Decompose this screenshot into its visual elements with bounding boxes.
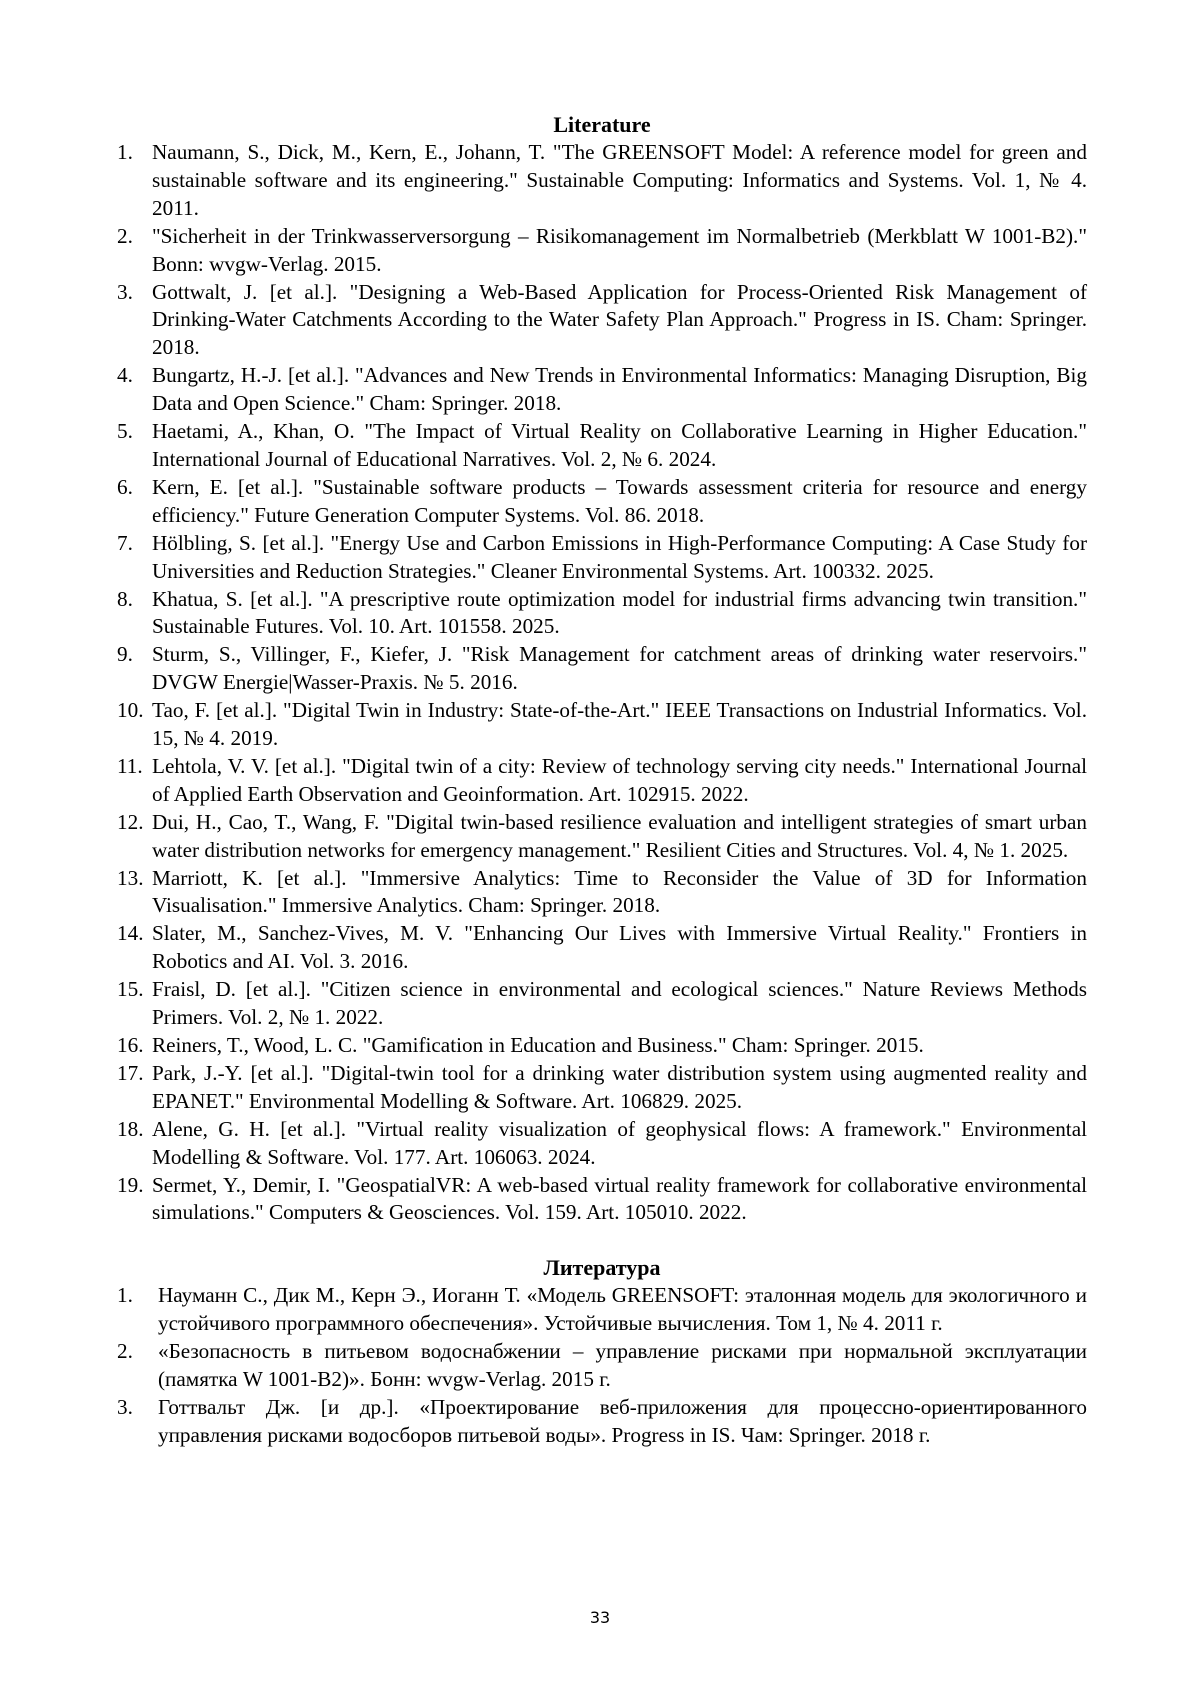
- section-title-literatura: Литература: [543, 1255, 661, 1281]
- reference-text: Kern, E. [et al.]. "Sustainable software products – Towards assessment criteria for resource and energy efficiency." Future Generation Computer Systems. Vol. 86. 2018.: [152, 474, 1087, 527]
- reference-item: [117, 1172, 1087, 1228]
- reference-number: 3.: [117, 1394, 133, 1419]
- reference-text: Park, J.-Y. [et al.]. "Digital-twin tool for a drinking water distribution system using augmented reality and EPANET." Environmental Modelling & Software. Art. 106829. 2025.: [152, 1060, 1087, 1113]
- reference-item: [117, 1032, 1087, 1060]
- reference-item: [117, 976, 1087, 1032]
- reference-number: 1.: [117, 140, 133, 164]
- reference-number: 8.: [117, 586, 133, 611]
- reference-number: 18.: [117, 1116, 144, 1141]
- reference-number: 7.: [117, 530, 133, 555]
- reference-number: 10.: [117, 698, 144, 723]
- reference-text: Науманн С., Дик М., Керн Э., Иоганн Т. «Модель GREENSOFT: эталонная модель для экологичного и устойчивого программного обеспечения». Устойчивые вычисления. Том 1, № 4. 2011 г.: [158, 1283, 1087, 1336]
- reference-number: 2.: [117, 223, 133, 248]
- reference-item: [117, 223, 1087, 279]
- reference-item: [117, 1394, 1087, 1450]
- section-spacer: [117, 1227, 1087, 1254]
- reference-text: Готтвальт Дж. [и др.]. «Проектирование веб-приложения для процессно-ориентированного управления рисками водосборов питьевой воды». Progress in IS. Чам: Springer. 2018 г.: [158, 1394, 1087, 1447]
- reference-number: 3.: [117, 279, 133, 304]
- page-content: [117, 111, 1087, 1450]
- reference-number: 5.: [117, 419, 133, 444]
- reference-number: 15.: [117, 977, 144, 1002]
- reference-number: 14.: [117, 921, 144, 946]
- reference-text: Dui, H., Cao, T., Wang, F. "Digital twin-based resilience evaluation and intelligent strategies of smart urban water distribution networks for emergency management." Resilient Cities and Structures. Vol. 4, № 1. 2025.: [152, 809, 1087, 862]
- reference-item: [117, 1338, 1087, 1394]
- reference-text: Alene, G. H. [et al.]. "Virtual reality visualization of geophysical flows: A framework." Environmental Modelling & Software. Vol. 177. Art. 106063. 2024.: [152, 1116, 1087, 1169]
- reference-item: [117, 418, 1087, 474]
- reference-item: [117, 362, 1087, 418]
- reference-text: Naumann, S., Dick, M., Kern, E., Johann, T. "The GREENSOFT Model: A reference model for green and sustainable software and its engineering." Sustainable Computing: Informatics and Systems. Vol. 1, № 4. 2011.: [152, 140, 1087, 220]
- reference-item: [117, 474, 1087, 530]
- reference-text: Fraisl, D. [et al.]. "Citizen science in environmental and ecological sciences." Nature Reviews Methods Primers. Vol. 2, № 1. 2022.: [152, 977, 1087, 1030]
- reference-item: [117, 530, 1087, 586]
- reference-number: 4.: [117, 363, 133, 388]
- reference-text: Lehtola, V. V. [et al.]. "Digital twin of a city: Review of technology serving city needs." International Journal of Applied Earth Observation and Geoinformation. Art. 102915. 2022.: [152, 753, 1087, 806]
- reference-number: 6.: [117, 474, 133, 499]
- reference-number: 16.: [117, 1033, 144, 1057]
- reference-text: «Безопасность в питьевом водоснабжении – управление рисками при нормальной эксплуатации (памятка W 1001-B2)». Бонн: wvgw-Verlag. 2015 г.: [158, 1339, 1087, 1392]
- reference-list-en: [117, 139, 1087, 1227]
- reference-number: 9.: [117, 642, 133, 667]
- reference-item: [117, 1116, 1087, 1172]
- section-title-literature: Literature: [553, 112, 651, 137]
- reference-number: 17.: [117, 1060, 144, 1085]
- reference-text: Marriott, K. [et al.]. "Immersive Analytics: Time to Reconsider the Value of 3D for Information Visualisation." Immersive Analytics. Cham: Springer. 2018.: [152, 865, 1087, 918]
- reference-item: [117, 697, 1087, 753]
- reference-number: 11.: [117, 753, 143, 778]
- reference-number: 12.: [117, 809, 144, 834]
- reference-text: Gottwalt, J. [et al.]. "Designing a Web-Based Application for Process-Oriented Risk Management of Drinking-Water Catchments According to the Water Safety Plan Approach." Progress in IS. Cham: Springer. 2018.: [152, 279, 1087, 360]
- reference-item: [117, 865, 1087, 921]
- reference-item: [117, 641, 1087, 697]
- page-number: 33: [589, 1608, 611, 1627]
- reference-text: Sermet, Y., Demir, I. "GeospatialVR: A web-based virtual reality framework for collaborative environmental simulations." Computers & Geosciences. Vol. 159. Art. 105010. 2022.: [152, 1172, 1087, 1225]
- reference-text: Hölbling, S. [et al.]. "Energy Use and Carbon Emissions in High-Performance Computing: A Case Study for Universities and Reduction Strategies." Cleaner Environmental Systems. Art. 100332. 2025.: [152, 530, 1087, 583]
- reference-number: 2.: [117, 1339, 133, 1364]
- reference-number: 13.: [117, 865, 144, 890]
- reference-number: 19.: [117, 1172, 144, 1197]
- reference-item: [117, 139, 1087, 223]
- reference-item: [117, 279, 1087, 363]
- reference-text: "Sicherheit in der Trinkwasserversorgung – Risikomanagement im Normalbetrieb (Merkblatt W 1001-B2)." Bonn: wvgw-Verlag. 2015.: [152, 223, 1087, 276]
- reference-item: [117, 1282, 1087, 1338]
- reference-text: Tao, F. [et al.]. "Digital Twin in Industry: State-of-the-Art." IEEE Transactions on Industrial Informatics. Vol. 15, № 4. 2019.: [152, 698, 1087, 751]
- reference-item: [117, 809, 1087, 865]
- reference-item: [117, 586, 1087, 642]
- reference-number: 1.: [117, 1283, 133, 1308]
- reference-text: Slater, M., Sanchez-Vives, M. V. "Enhancing Our Lives with Immersive Virtual Reality." Frontiers in Robotics and AI. Vol. 3. 2016.: [152, 921, 1087, 974]
- reference-item: [117, 753, 1087, 809]
- reference-text: Reiners, T., Wood, L. C. "Gamification in Education and Business." Cham: Springer. 2015.: [152, 1033, 924, 1057]
- reference-list-ru: [117, 1282, 1087, 1449]
- reference-text: Bungartz, H.-J. [et al.]. "Advances and New Trends in Environmental Informatics: Managing Disruption, Big Data and Open Science." Cham: Springer. 2018.: [152, 363, 1087, 416]
- reference-text: Haetami, A., Khan, O. "The Impact of Virtual Reality on Collaborative Learning in Higher Education." International Journal of Educational Narratives. Vol. 2, № 6. 2024.: [152, 419, 1087, 471]
- reference-item: [117, 1060, 1087, 1116]
- reference-text: Khatua, S. [et al.]. "A prescriptive route optimization model for industrial firms advancing twin transition." Sustainable Futures. Vol. 10. Art. 101558. 2025.: [152, 586, 1087, 639]
- reference-item: [117, 920, 1087, 976]
- reference-text: Sturm, S., Villinger, F., Kiefer, J. "Risk Management for catchment areas of drinking water reservoirs." DVGW Energie|Wasser-Praxis. № 5. 2016.: [152, 642, 1087, 695]
